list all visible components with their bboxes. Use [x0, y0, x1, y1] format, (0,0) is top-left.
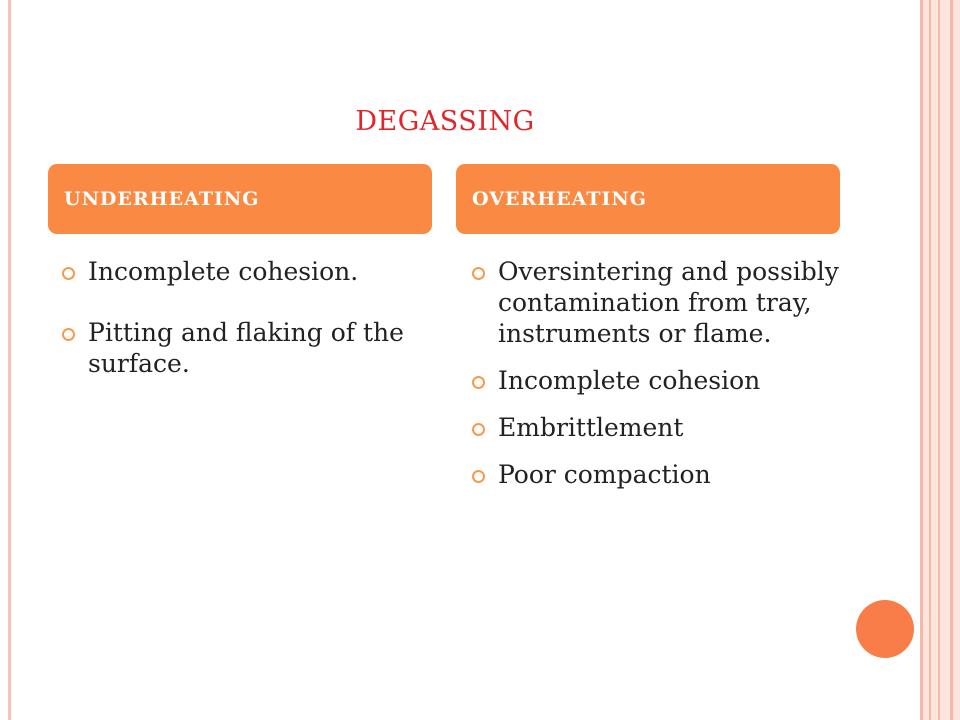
bullet-circle-icon — [472, 423, 485, 436]
list-item — [60, 317, 430, 379]
accent-circle-icon — [856, 600, 914, 658]
list-item-text: Pitting and flaking of the surface. — [88, 318, 404, 378]
list-item-text: Embrittlement — [498, 413, 684, 442]
column-header-overheating: OVERHEATING — [456, 164, 840, 234]
bullet-circle-icon — [472, 376, 485, 389]
underheating-list — [60, 256, 430, 379]
frame-right-line — [938, 0, 940, 720]
list-item — [60, 256, 430, 287]
list-item — [470, 459, 840, 490]
list-item-text: Oversintering and possibly contamination from tray, instruments or flame. — [498, 257, 839, 348]
bullet-circle-icon — [62, 267, 75, 280]
bullet-circle-icon — [62, 328, 75, 341]
list-item-text: Incomplete cohesion — [498, 366, 761, 395]
bullet-circle-icon — [472, 470, 485, 483]
overheating-list — [470, 256, 840, 490]
list-item — [470, 256, 840, 349]
list-item — [470, 412, 840, 443]
frame-right-band — [920, 0, 960, 720]
list-item-text: Incomplete cohesion. — [88, 257, 359, 286]
list-item — [470, 365, 840, 396]
bullet-circle-icon — [472, 267, 485, 280]
slide-title: DEGASSING — [355, 106, 535, 137]
list-item-text: Poor compaction — [498, 460, 711, 489]
frame-right-line — [950, 0, 953, 720]
frame-right-line — [929, 0, 931, 720]
frame-right-line — [920, 0, 923, 720]
column-header-underheating: UNDERHEATING — [48, 164, 432, 234]
